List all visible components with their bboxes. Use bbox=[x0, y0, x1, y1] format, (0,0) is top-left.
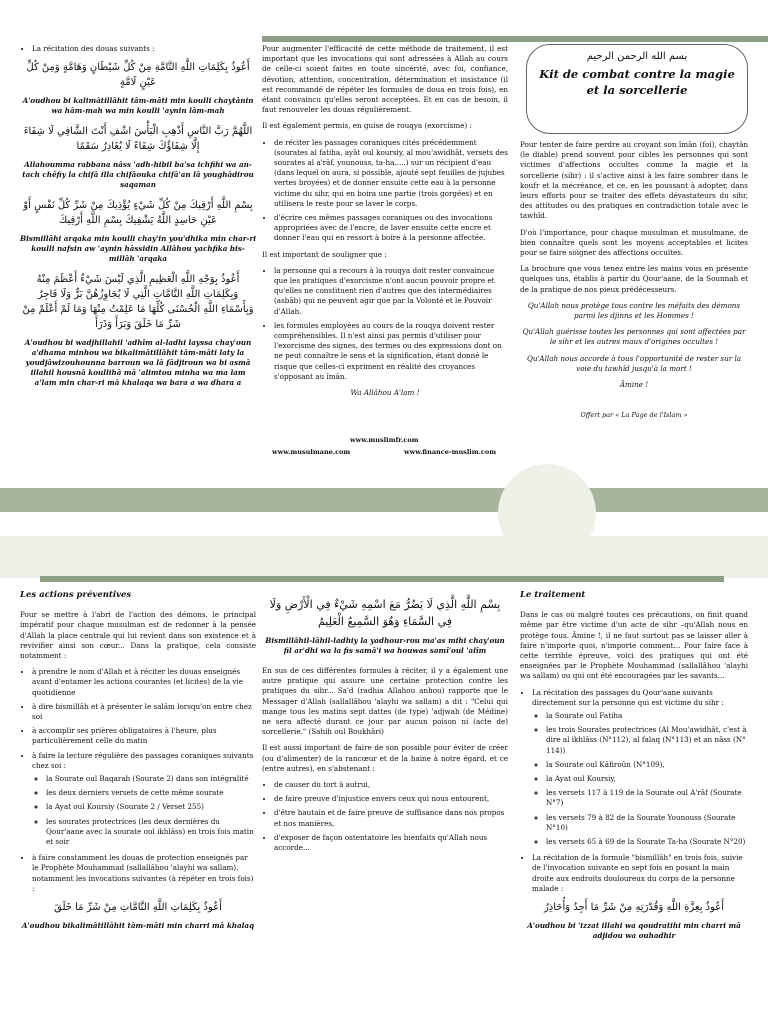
list-item: • d'exposer de façon ostentatoire les bienfaits qu'Allah nous accorde... bbox=[274, 833, 508, 853]
invocation-translit: A'oudhou bi kalimâtillâhit tâm-mâti min koulli chaytânin wa hâm-mah wa min koulli 'aynin lâm-mah bbox=[22, 96, 254, 116]
sub-list-item: ◦ les deux derniers versets de cette même sourate bbox=[46, 788, 256, 798]
list-item: • d'être hautain et de faire preuve de suffisance dans nos propos et nos manières, bbox=[274, 808, 508, 828]
list-item-text: La récitation des passages du Qour'aane suivants directement sur la personne qui est victime du sihr : bbox=[532, 687, 724, 707]
url-link[interactable]: www.musulmane.com bbox=[272, 448, 351, 456]
invocation-arabic: أَعُوذُ بِوَجْهِ اللَّهِ الْعَظِيمِ الَّذِي لَيْسَ شَيْءٌ أَعْظَمَ مِنْهُ وَبِكَلِمَاتِ اللَّهِ التَّامَّاتِ الَّتِي لَا يُجَاوِزُهُنَّ بَرٌّ وَلَا فَاجِرٌ وَبِأَسْمَاءِ اللَّهِ الْحُسْنَى كُلِّهَا مَا عَلِمْتُ مِنْهَا وَمَا لَمْ أَعْلَمْ مِنْ شَرِّ مَا خَلَقَ وَبَرَأَ وَذَرَأَ bbox=[22, 274, 254, 331]
sub-list-item: ◦ la Sourate oul Kâfiroûn (N°109), bbox=[546, 760, 748, 770]
invocation-arabic: أَعُوذُ بِعِزَّةِ اللَّهِ وَقُدْرَتِهِ مِنْ شَرِّ مَا أَجِدُ وَأُحَاذِرُ bbox=[543, 902, 725, 914]
list-item: • les formules employées au cours de la rouqya doivent rester compréhensibles. Il n'est ainsi pas permis d'utiliser pour l'exorcisme des signes, des termes ou des expressions dont on ne peut connaître le sens et la signification, étant donné le risque que celles-ci expriment en réalité des croyances s'opposant au îmân. bbox=[274, 321, 508, 382]
list-item bbox=[532, 688, 748, 848]
list-item: • à faire constamment les douas de protection enseignés par le Prophète Mouhammad (sallallâhou 'alayhi wa sallam), notamment les invocations suivantes (à répéter en trois fois) : bbox=[32, 853, 256, 894]
decorative-circle bbox=[498, 464, 596, 562]
invocation-arabic: بِسْمِ اللَّهِ الَّذِي لَا يَضُرُّ مَعَ اسْمِهِ شَيْءٌ فِي الْأَرْضِ وَلَا فِي السَّمَاءِ وَهُوَ السَّمِيعُ الْعَلِيمُ bbox=[269, 598, 501, 628]
list-item: • de faire preuve d'injustice envers ceux qui nous entourent, bbox=[274, 794, 508, 804]
sub-list-item: ◦ les trois Sourates protectrices (Al Mou'awidhât, c'est à dire al ikhlâss (N°112), al falaq (N°113) et an nâss (N° 114)) bbox=[546, 725, 748, 756]
sub-list-item: ◦ les versets 79 à 82 de la Sourate Younouss (Sourate N°10) bbox=[546, 813, 748, 833]
list-item: • de réciter les passages coraniques cités précédemment (sourates al fatiha, ayât oul koursiy, al mou'awidhât, versets des sourates al a'râf, younouss, ta-ha,....) sur un récipient d'eau (dans lequel on aura, si possible, ajouté sept feuilles de jujubes vertes broyées) et de donner ensuite cette eau à la personne victime du sihr, qui en boira une partie (trois gorgées) et en utilisera le reste pour se laver le corps. bbox=[274, 138, 508, 209]
paragraph: Pour se mettre à l'abri de l'action des démons, le principal impératif pour chaque musulman est de redonner à la pensée d'Allah la place centrale qui lui revient dans son existence et à revivifier ainsi son cœur... Dans la pratique, cela consiste notamment : bbox=[20, 610, 256, 661]
brochure-title: Kit de combat contre la magie et la sorcellerie bbox=[539, 67, 735, 97]
fold-light-band bbox=[0, 536, 768, 578]
sub-list-item: ◦ les versets 117 à 119 de la Sourate oul A'râf (Sourate N°7) bbox=[546, 788, 748, 808]
amine-text: Âmine ! bbox=[619, 380, 649, 390]
top-column-1 bbox=[20, 44, 256, 396]
title-cartouche bbox=[526, 44, 748, 134]
prayer-text: Qu'Allah guérisse toutes les personnes qui sont affectées par le sihr et les autres maux d'origines occultes ! bbox=[522, 327, 746, 347]
basmala: بسم الله الرحمن الرحيم bbox=[586, 51, 688, 62]
invocation-translit: A'oudhou bikalimâtillâhit tâm-mâti min charri mâ khalaq bbox=[21, 921, 255, 931]
list-item: • d'écrire ces mêmes passages coraniques ou des invocations appropriées avec de l'encre, de laver ensuite cette encre et donner l'eau qui en ressort à boire à la personne affectée. bbox=[274, 213, 508, 244]
invocation-translit: A'oudhou bi 'izzat illahi wa qoudratihi min charri mâ adjidou wa ouhadhir bbox=[527, 921, 741, 941]
paragraph: D'où l'importance, pour chaque musulman et musulmane, de bien connaître quels sont les moyens acceptables et licites pour se faire soigner des affections occultes. bbox=[520, 227, 748, 258]
section-heading: Les actions préventives bbox=[20, 590, 132, 600]
list-item: • à dire bismillâh et à présenter le salâm lorsqu'on entre chez soi bbox=[32, 702, 256, 722]
top-panel bbox=[0, 0, 768, 470]
url-link[interactable]: www.finance-muslim.com bbox=[404, 448, 497, 456]
sub-list-item: ◦ les sourates protectrices (les deux dernières du Qour'aane avec la sourate oul ikhlâss) en trois fois matin et soir bbox=[46, 817, 256, 848]
sub-list-item: ◦ la Sourate oul Baqarah (Sourate 2) dans son intégralité bbox=[46, 774, 256, 784]
paragraph: Il est aussi important de faire de son possible pour éviter de créer (ou d'alimenter) de la rancœur et de la haine à notre égard, et ce (entre autres), en s'abstenant : bbox=[262, 743, 508, 773]
paragraph: Il est important de souligner que : bbox=[262, 249, 387, 259]
invocation-arabic: أَعُوذُ بِكَلِمَاتِ اللَّهِ التَّامَّاتِ مِنْ شَرِّ مَا خَلَقَ bbox=[54, 902, 222, 914]
prayer-text: Qu'Allah nous accorde à tous l'opportunité de rester sur la voie du tawhîd jusqu'à la mort ! bbox=[526, 353, 742, 373]
list-item-text: à faire la lecture régulière des passages coraniques suivants chez soi : bbox=[32, 750, 254, 770]
list-item: • de causer du tort à autrui, bbox=[274, 780, 508, 790]
invocation-translit: Bismillâhil-lâhil-ladhiy la yadhour-rou ma'as mihi chay'oun fil ar'dhi wa la fis samâ'i wa houwas samî'oul 'alîm bbox=[265, 636, 505, 655]
paragraph: Dans le cas où malgré toutes ces précautions, on finit quand même par être victime d'un acte de sihr –qu'Allah nous en protège tous. Âmine !, il ne faut surtout pas se laisser aller à faire n'importe quoi, n'importe comment... Pour faire face à cette terrible épreuve, voici des pratiques qui ont été enseignées par le Prophète Mouhammad (sallallâhou 'alayhi wa sallam) ou qui ont été encouragées par les savants... bbox=[520, 610, 748, 681]
invocation-arabic: اللَّهُمَّ رَبَّ النَّاسِ أَذْهِبِ الْبَأْسَ اشْفِ أَنْتَ الشَّافِي لَا شِفَاءَ إِلَّا شِفَاؤُكَ شِفَاءً لَا يُغَادِرُ سَقَمًا bbox=[23, 126, 253, 153]
list-item bbox=[32, 751, 256, 848]
sub-list-item: ◦ la Sourate oul Fatiha bbox=[546, 711, 748, 721]
list-item: • la personne qui a recours à la rouqya doit rester convaincue que les pratiques d'exorcisme n'ont aucun pouvoir propre et qu'elles ne constituent rien d'autres que des intermédiaires (asbâb) qui ne peuvent agir que par la Volonté et le Pouvoir d'Allah. bbox=[274, 266, 508, 317]
paragraph: La brochure que vous tenez entre les mains vous en présente quelques uns, établis à partir du Qour'aane, de la Sounnah et de la pratique de nos pieux prédécesseurs. bbox=[520, 264, 748, 294]
top-column-3 bbox=[520, 140, 748, 426]
fold-band bbox=[0, 488, 768, 512]
paragraph: En sus de ces différentes formules à réciter, il y a également une autre pratique qui assure une certaine protection contre les pratiques du sihr... Sa'd (radhia Allahou anhou) rapporte que le Messager d'Allah (sallallâhou 'alayhi wa sallam) a dit : "Celui qui mange tous les matins sept dattes (de type) 'adjwah (de Médine) ne sera affecté durant ce jour par aucun poison ni (acte de) sorcellerie." (Sahih oul Boukhâri) bbox=[262, 666, 508, 737]
sub-list-item: ◦ la Ayat oul Koursiy (Sourate 2 / Verset 255) bbox=[46, 802, 256, 812]
bottom-column-1 bbox=[20, 590, 256, 939]
invocation-translit: Allahoumma rabbana nâss 'adh-hibil ba'sa ichfihi wa an-tach chêfiy la chifâ illa chifâouka chifâ'an lâ youghâdirou saqaman bbox=[22, 160, 254, 190]
bottom-column-2 bbox=[262, 590, 508, 859]
list-item: • à prendre le nom d'Allah et à réciter les douas enseignés avant d'entamer les actions courantes (et licites) de la vie quotidienne bbox=[32, 667, 256, 698]
sub-list-item: ◦ les versets 65 à 69 de la Sourate Ta-ha (Sourate N°20) bbox=[546, 837, 748, 847]
paragraph: Il est également permis, en guise de rouqya (exorcisme) : bbox=[262, 121, 472, 131]
invocation-translit: Bismillâhi arqaka min koulli chay'in you'dhika min char-ri koulli nafsin aw 'aynin hâssidin Allâhou yachfika bis-millâh 'arqaka bbox=[20, 234, 257, 264]
invocation-arabic: أَعُوذُ بِكَلِمَاتِ اللَّهِ التَّامَّةِ مِنْ كُلِّ شَيْطَانٍ وَهَامَّةٍ وَمِنْ كُلِّ عَيْنٍ لَامَّةٍ bbox=[26, 62, 250, 89]
top-column-2 bbox=[262, 44, 508, 404]
list-item: • La récitation de la formule "bismillâh" en trois fois, suivie de l'invocation suivante en sept fois en posant la main droite aux endroits douloureux du corps de la personne malade : bbox=[532, 853, 748, 894]
intro-text: • La récitation des douas suivants : bbox=[32, 44, 256, 54]
offered-by: Offert par « La Page de l'Islam » bbox=[580, 411, 688, 420]
sub-list-item: ◦ la Ayat oul Koursiy, bbox=[546, 774, 748, 784]
bottom-panel bbox=[0, 576, 768, 1024]
list-item: • à accomplir ses prières obligatoires à l'heure, plus particulièrement celle du matin bbox=[32, 726, 256, 746]
invocation-arabic: بِسْمِ اللَّهِ أَرْقِيكَ مِنْ كُلِّ شَيْءٍ يُؤْذِيكَ مِنْ شَرِّ كُلِّ نَفْسٍ أَوْ عَيْنِ حَاسِدٍ اللَّهُ يَشْفِيكَ بِسْمِ اللَّهِ أَرْقِيكَ bbox=[23, 200, 253, 227]
bottom-column-3 bbox=[520, 590, 748, 949]
invocation-translit: A'oudhou bi wadjhillahil 'adhîm al-ladhi layssa chay'oun a'dhama minhou wa bikalimâtillâhit tâm-mâti laty la youdjâwizouhounna barroun wa lâ fâdjiroun wa bi asmâ illahil housnâ koullihâ mâ 'alimtou minha wa ma lam a'lam min char-ri mâ khalaqa wa bara a wa dhara a bbox=[24, 338, 252, 388]
closing-text: Wa Allâhou A'lam ! bbox=[350, 388, 420, 398]
section-heading: Le traitement bbox=[520, 590, 586, 600]
paragraph: Pour tenter de faire perdre au croyant son îmân (foi), chaytân (le diable) prend souvent pour cibles les personnes qui sont victimes d'affections occultes comme la magie et la sorcellerie (sihr) : il s'active ainsi à les faire sombrer dans le koufr et la mécréance, et ce, en les poussant à adopter, dans leurs efforts pour se traiter des effets dévastateurs du sihr, des attitudes ou des pratiques en contradiction totale avec le tawhîd. bbox=[520, 140, 748, 221]
url-link[interactable]: www.muslimfr.com bbox=[350, 436, 419, 444]
paragraph: Pour augmenter l'efficacité de cette méthode de traitement, il est important que les invocations qui sont adressées à Allah au cours de celle-ci soient faites en toute sincérité, avec foi, confiance, dévotion, attention, concentration, détermination et insistance (il est recommandé de répéter les formules de doua en trois fois), en étant convaincu qu'elles seront acceptées. Et en cas de besoin, il faut renouveler les douas régulièrement. bbox=[262, 44, 508, 115]
prayer-text: Qu'Allah nous protège tous contre les méfaits des démons parmi les djinns et les Hommes ! bbox=[527, 300, 741, 321]
